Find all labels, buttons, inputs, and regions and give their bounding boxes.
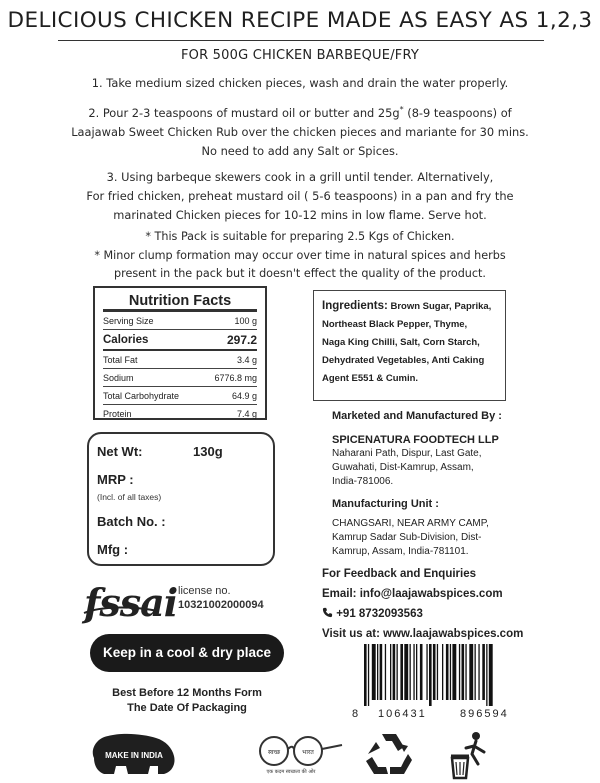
barcode-digits-right: 896594	[460, 708, 509, 720]
barcode-bar	[475, 644, 476, 700]
barcode-bar	[410, 644, 411, 700]
barcode-bar	[437, 644, 438, 700]
make-in-india-lion-icon	[88, 728, 180, 780]
barcode-digit-first: 8	[352, 708, 359, 720]
ingredients-box	[313, 290, 506, 401]
mrp-note: (Incl. of all taxes)	[97, 492, 162, 502]
nutrient-value: 3.4 g	[236, 354, 257, 365]
ingredients-label: Ingredients:	[322, 300, 388, 312]
phone-number: +91 8732093563	[336, 608, 423, 620]
barcode-bar	[377, 644, 378, 700]
barcode-bar	[426, 644, 427, 700]
serving-size-value: 100 g	[234, 315, 257, 326]
batch-label: Batch No. :	[97, 514, 166, 529]
net-weight-value: 130g	[193, 444, 223, 459]
barcode-bar	[486, 644, 487, 706]
address-line-1: Naharani Path, Dispur, Last Gate,	[332, 448, 482, 459]
nutrition-row	[103, 386, 257, 404]
best-before-line-1: Best Before 12 Months Form	[112, 687, 262, 699]
license-number: 10321002000094	[178, 599, 264, 611]
notes	[40, 228, 560, 284]
nutrition-row	[103, 404, 257, 422]
barcode-bar	[420, 644, 423, 700]
barcode-bar	[364, 644, 367, 706]
license-label: license no.	[178, 585, 231, 597]
fssai-logo: fssai	[84, 580, 178, 625]
license-info	[178, 584, 264, 612]
recycle-icon	[364, 730, 414, 778]
nutrition-row	[103, 368, 257, 386]
barcode-bar	[459, 644, 460, 700]
calories-row	[103, 329, 257, 349]
nutrient-label: Total Carbohydrate	[103, 390, 180, 401]
step-1: 1. Take medium sized chicken pieces, wash and drain the water properly.	[91, 76, 509, 90]
recipe-steps	[50, 74, 550, 225]
ingredients-line-2: Northeast Black Pepper, Thyme,	[322, 319, 468, 330]
barcode-bar	[462, 644, 465, 700]
barcode-bar	[385, 644, 386, 700]
note-1: * This Pack is suitable for preparing 2.5 Kgs of Chicken.	[145, 230, 455, 243]
net-weight-label: Net Wt:	[97, 444, 143, 459]
recipe-title: DELICIOUS CHICKEN RECIPE MADE AS EASY AS 1,2,3	[7, 8, 593, 33]
nutrition-row	[103, 349, 257, 368]
serving-size-label: Serving Size	[103, 315, 154, 326]
address-line-2: Guwahati, Dist-Kamrup, Assam,	[332, 462, 474, 473]
barcode-bar	[478, 644, 479, 700]
step-2-text-a: 2. Pour 2-3 teaspoons of mustard oil or butter and 25g	[88, 105, 400, 120]
company-name: SPICENATURA FOODTECH LLP	[332, 434, 499, 446]
barcode-bar	[446, 644, 449, 700]
unit-line-2: Kamrup Sadar Sub-Division, Dist-	[332, 532, 482, 543]
barcode-bar	[442, 644, 443, 700]
pack-details-box	[87, 432, 275, 566]
nutrient-value: 6776.8 mg	[214, 372, 257, 383]
nutrient-label: Protein	[103, 408, 132, 419]
best-before	[90, 686, 284, 716]
recipe-subtitle: FOR 500G CHICKEN BARBEQUE/FRY	[181, 48, 419, 63]
marketed-label: Marketed and Manufactured By :	[332, 410, 502, 422]
website-link[interactable]: Visit us at: www.laajawabspices.com	[322, 628, 524, 640]
swachh-text-1: स्वच्छ	[267, 749, 281, 756]
barcode-bar	[482, 644, 485, 700]
barcode-bar	[368, 644, 369, 706]
step-2-asterisk: *	[399, 105, 404, 114]
calories-label: Calories	[103, 333, 149, 346]
step-2-line-3: No need to add any Salt or Spices.	[201, 143, 399, 158]
barcode-bar	[400, 644, 403, 700]
swachh-text-2: भारत	[302, 749, 314, 756]
ingredients-line-3: Naga King Chilli, Salt, Corn Starch,	[322, 337, 480, 348]
step-2-text-b: (8-9 teaspoons) of	[403, 105, 512, 120]
barcode-bar	[380, 644, 383, 700]
barcode-bar	[489, 644, 493, 706]
best-before-line-2: The Date Of Packaging	[127, 702, 247, 714]
storage-instruction-pill: Keep in a cool & dry place	[90, 634, 284, 672]
note-3: present in the pack but it doesn't effect the quality of the product.	[113, 267, 486, 280]
barcode-bar	[429, 644, 432, 706]
make-in-india-text: MAKE IN INDIA	[105, 751, 163, 760]
serving-size-row	[103, 309, 257, 329]
calories-value: 297.2	[226, 332, 257, 347]
ingredients-line-1: Brown Sugar, Paprika,	[390, 301, 492, 312]
contact-email[interactable]: Email: info@laajawabspices.com	[322, 588, 503, 600]
swachh-text-3: एक कदम स्वच्छता की ओर	[266, 769, 316, 775]
manufacturing-unit-label: Manufacturing Unit :	[332, 498, 439, 510]
barcode-bar	[397, 644, 398, 700]
feedback-heading: For Feedback and Enquiries	[322, 568, 477, 580]
barcode-bar	[469, 644, 473, 700]
unit-line-3: Kamrup, Assam, India-781101.	[332, 546, 469, 557]
barcode-digits-left: 106431	[378, 708, 427, 720]
mfg-label: Mfg :	[97, 542, 129, 557]
step-3-line-2: For fried chicken, preheat mustard oil ( 5-6 teaspoons) in a pan and fry the	[86, 188, 514, 203]
barcode-bar	[393, 644, 396, 700]
barcode-bar	[390, 644, 391, 700]
fssai-underline-icon	[82, 603, 160, 617]
step-2-line-2: Laajawab Sweet Chicken Rub over the chicken pieces and mariante for 30 mins.	[71, 124, 529, 139]
barcode	[362, 644, 530, 706]
step-2	[50, 100, 550, 123]
unit-line-1: CHANGSARI, NEAR ARMY CAMP,	[332, 518, 489, 529]
contact-phone[interactable]	[322, 604, 523, 624]
note-2: * Minor clump formation may occur over time in natural spices and herbs	[94, 248, 506, 262]
address-line-3: India-781006.	[332, 476, 394, 487]
ingredients-line-5: Agent E551 & Cumin.	[322, 373, 419, 384]
swachh-bharat-glasses-icon	[246, 733, 346, 777]
nutrient-label: Total Fat	[103, 354, 138, 365]
ingredients-line-4: Dehydrated Vegetables, Anti Caking	[322, 355, 485, 366]
barcode-bar	[416, 644, 417, 700]
title-underline	[58, 40, 544, 41]
phone-icon	[322, 607, 333, 618]
barcode-bar	[465, 644, 466, 700]
barcode-bar	[433, 644, 436, 700]
nutrient-value: 64.9 g	[231, 390, 257, 401]
nutrient-value: 7.4 g	[236, 408, 257, 419]
contact-info	[322, 564, 523, 644]
nutrition-title: Nutrition Facts	[128, 293, 232, 309]
barcode-bar	[452, 644, 456, 700]
nutrition-facts-panel	[93, 286, 267, 420]
barcode-bar	[372, 644, 376, 700]
barcode-bar	[450, 644, 451, 700]
barcode-bar	[404, 644, 408, 700]
step-3-line-3: marinated Chicken pieces for 10-12 mins in low flame. Serve hot.	[113, 207, 487, 222]
mrp-label: MRP :	[97, 472, 134, 487]
dispose-in-bin-icon	[448, 730, 492, 780]
step-3: 3. Using barbeque skewers cook in a grill until tender. Alternatively,	[106, 169, 494, 184]
barcode-bar	[413, 644, 414, 700]
marketer-info	[332, 409, 502, 559]
nutrient-label: Sodium	[103, 372, 134, 383]
